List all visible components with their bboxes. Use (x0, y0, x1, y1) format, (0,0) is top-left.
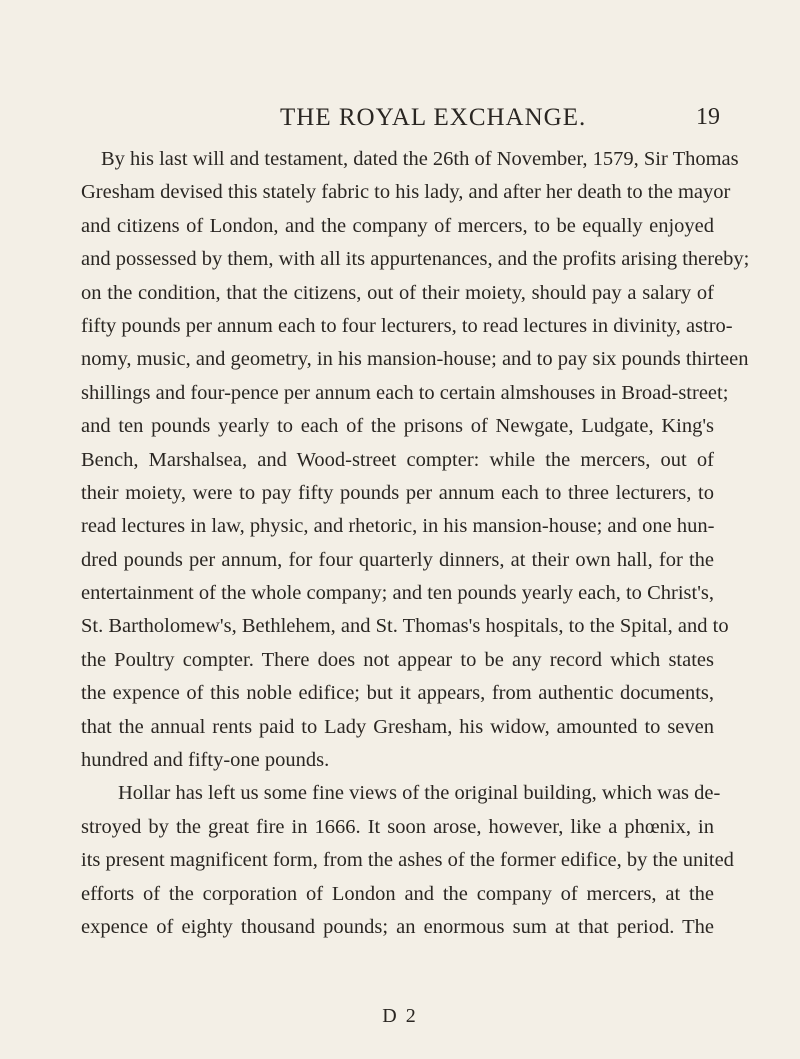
text-line: its present magnificent form, from the ashes of the former edifice, by the united (81, 849, 734, 872)
text-line: efforts of the corporation of London and the company of mercers, at the (81, 882, 714, 905)
text-line: By his last will and testament, dated the 26th of November, 1579, Sir Thomas (101, 148, 739, 170)
text-line: and citizens of London, and the company of mercers, to be equally enjoyed (81, 214, 714, 237)
text-line: shillings and four-pence per annum each to certain almshouses in Broad-street; (81, 381, 729, 404)
text-line: the Poultry compter. There does not appear to be any record which states (81, 648, 714, 671)
running-head (160, 104, 720, 134)
text-line: read lectures in law, physic, and rhetoric, in his mansion-house; and one hun- (81, 515, 715, 538)
text-line: Gresham devised this stately fabric to his lady, and after her death to the mayor (81, 181, 731, 204)
text-line: and ten pounds yearly to each of the prisons of Newgate, Ludgate, King's (81, 415, 714, 438)
text-line: that the annual rents paid to Lady Gresham, his widow, amounted to seven (81, 715, 714, 738)
text-line: stroyed by the great fire in 1666. It soon arose, however, like a phœnix, in (81, 815, 714, 838)
text-line: the expence of this noble edifice; but it appears, from authentic documents, (81, 682, 714, 705)
text-line: expence of eighty thousand pounds; an enormous sum at that period. The (81, 915, 714, 938)
signature-mark: D 2 (382, 1005, 418, 1027)
text-line: their moiety, were to pay fifty pounds per annum each to three lecturers, to (81, 481, 714, 504)
text-line: entertainment of the whole company; and ten pounds yearly each, to Christ's, (81, 582, 714, 605)
text-line: nomy, music, and geometry, in his mansion-house; and to pay six pounds thirteen (81, 348, 749, 371)
running-title: THE ROYAL EXCHANGE. (280, 104, 587, 131)
text-line: St. Bartholomew's, Bethlehem, and St. Thomas's hospitals, to the Spital, and to (81, 615, 729, 638)
text-line: on the condition, that the citizens, out of their moiety, should pay a salary of (81, 281, 714, 304)
text-line: Hollar has left us some fine views of the original building, which was de- (118, 782, 721, 805)
text-line: and possessed by them, with all its appurtenances, and the profits arising thereby; (81, 248, 750, 271)
page-number: 19 (696, 104, 720, 130)
text-line: dred pounds per annum, for four quarterly dinners, at their own hall, for the (81, 548, 714, 571)
text-line: fifty pounds per annum each to four lecturers, to read lectures in divinity, astro- (81, 314, 733, 337)
text-line: Bench, Marshalsea, and Wood-street compter: while the mercers, out of (81, 448, 714, 471)
body-text (81, 143, 750, 944)
text-line: hundred and fifty-one pounds. (81, 749, 330, 772)
